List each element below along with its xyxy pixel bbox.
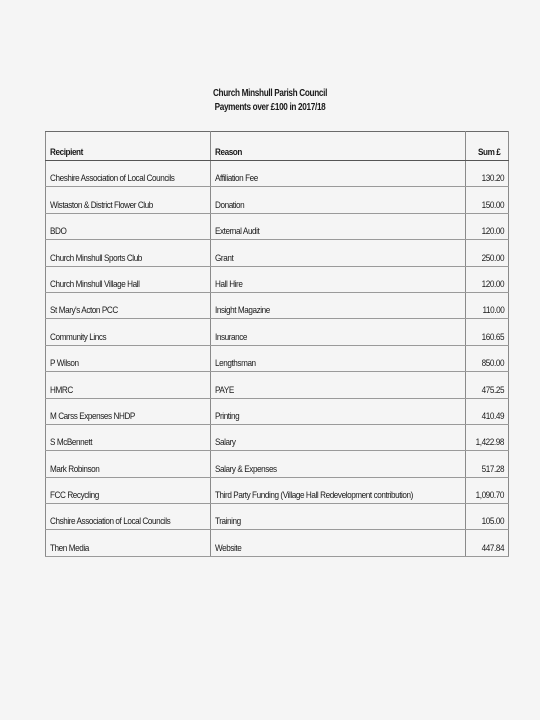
cell-recipient: Mark Robinson xyxy=(46,451,211,477)
cell-reason: Website xyxy=(211,530,466,556)
table-row xyxy=(46,477,509,503)
cell-reason: Donation xyxy=(211,187,466,213)
cell-recipient: S McBennett xyxy=(46,424,211,450)
cell-reason: External Audit xyxy=(211,213,466,239)
header-sum: Sum £ xyxy=(466,132,509,161)
table-row xyxy=(46,161,509,187)
cell-sum: 410.49 xyxy=(466,398,509,424)
cell-reason: PAYE xyxy=(211,372,466,398)
table-row xyxy=(46,451,509,477)
cell-sum: 110.00 xyxy=(466,292,509,318)
cell-recipient: FCC Recycling xyxy=(46,477,211,503)
cell-reason: Third Party Funding (Village Hall Redevelopment contribution) xyxy=(211,477,466,503)
document-title xyxy=(49,87,492,115)
cell-recipient: Church Minshull Sports Club xyxy=(46,240,211,266)
cell-sum: 517.28 xyxy=(466,451,509,477)
cell-recipient: HMRC xyxy=(46,372,211,398)
title-line-subtitle: Payments over £100 in 2017/18 xyxy=(214,102,326,113)
cell-sum: 130.20 xyxy=(466,161,509,187)
cell-reason: Affiliation Fee xyxy=(211,161,466,187)
header-row xyxy=(46,132,509,161)
cell-reason: Insight Magazine xyxy=(211,292,466,318)
table-row xyxy=(46,187,509,213)
cell-recipient: P Wilson xyxy=(46,345,211,371)
cell-sum: 160.65 xyxy=(466,319,509,345)
table-row xyxy=(46,372,509,398)
table-row xyxy=(46,504,509,530)
cell-recipient: St Mary's Acton PCC xyxy=(46,292,211,318)
cell-sum: 850.00 xyxy=(466,345,509,371)
cell-reason: Salary xyxy=(211,424,466,450)
cell-recipient: BDO xyxy=(46,213,211,239)
cell-reason: Grant xyxy=(211,240,466,266)
cell-recipient: Then Media xyxy=(46,530,211,556)
cell-recipient: Community Lincs xyxy=(46,319,211,345)
cell-recipient: Wistaston & District Flower Club xyxy=(46,187,211,213)
cell-sum: 1,090.70 xyxy=(466,477,509,503)
cell-reason: Hall Hire xyxy=(211,266,466,292)
cell-sum: 250.00 xyxy=(466,240,509,266)
cell-reason: Training xyxy=(211,504,466,530)
table-row xyxy=(46,213,509,239)
table-row xyxy=(46,398,509,424)
cell-sum: 1,422.98 xyxy=(466,424,509,450)
table-row xyxy=(46,266,509,292)
cell-sum: 150.00 xyxy=(466,187,509,213)
cell-recipient: Church Minshull Village Hall xyxy=(46,266,211,292)
cell-reason: Insurance xyxy=(211,319,466,345)
table-row xyxy=(46,345,509,371)
cell-sum: 120.00 xyxy=(466,266,509,292)
cell-recipient: M Carss Expenses NHDP xyxy=(46,398,211,424)
cell-sum: 120.00 xyxy=(466,213,509,239)
header-recipient: Recipient xyxy=(46,132,211,161)
cell-recipient: Chshire Association of Local Councils xyxy=(46,504,211,530)
header-reason: Reason xyxy=(211,132,466,161)
cell-reason: Lengthsman xyxy=(211,345,466,371)
table-row xyxy=(46,240,509,266)
table-row xyxy=(46,530,509,556)
table-row xyxy=(46,319,509,345)
table-header xyxy=(46,132,509,161)
table-row xyxy=(46,424,509,450)
cell-sum: 475.25 xyxy=(466,372,509,398)
cell-sum: 447.84 xyxy=(466,530,509,556)
title-line-council: Church Minshull Parish Council xyxy=(212,88,328,99)
table-body xyxy=(46,161,509,557)
payments-table xyxy=(45,131,509,557)
cell-reason: Salary & Expenses xyxy=(211,451,466,477)
cell-recipient: Cheshire Association of Local Councils xyxy=(46,161,211,187)
cell-sum: 105.00 xyxy=(466,504,509,530)
cell-reason: Printing xyxy=(211,398,466,424)
table-row xyxy=(46,292,509,318)
